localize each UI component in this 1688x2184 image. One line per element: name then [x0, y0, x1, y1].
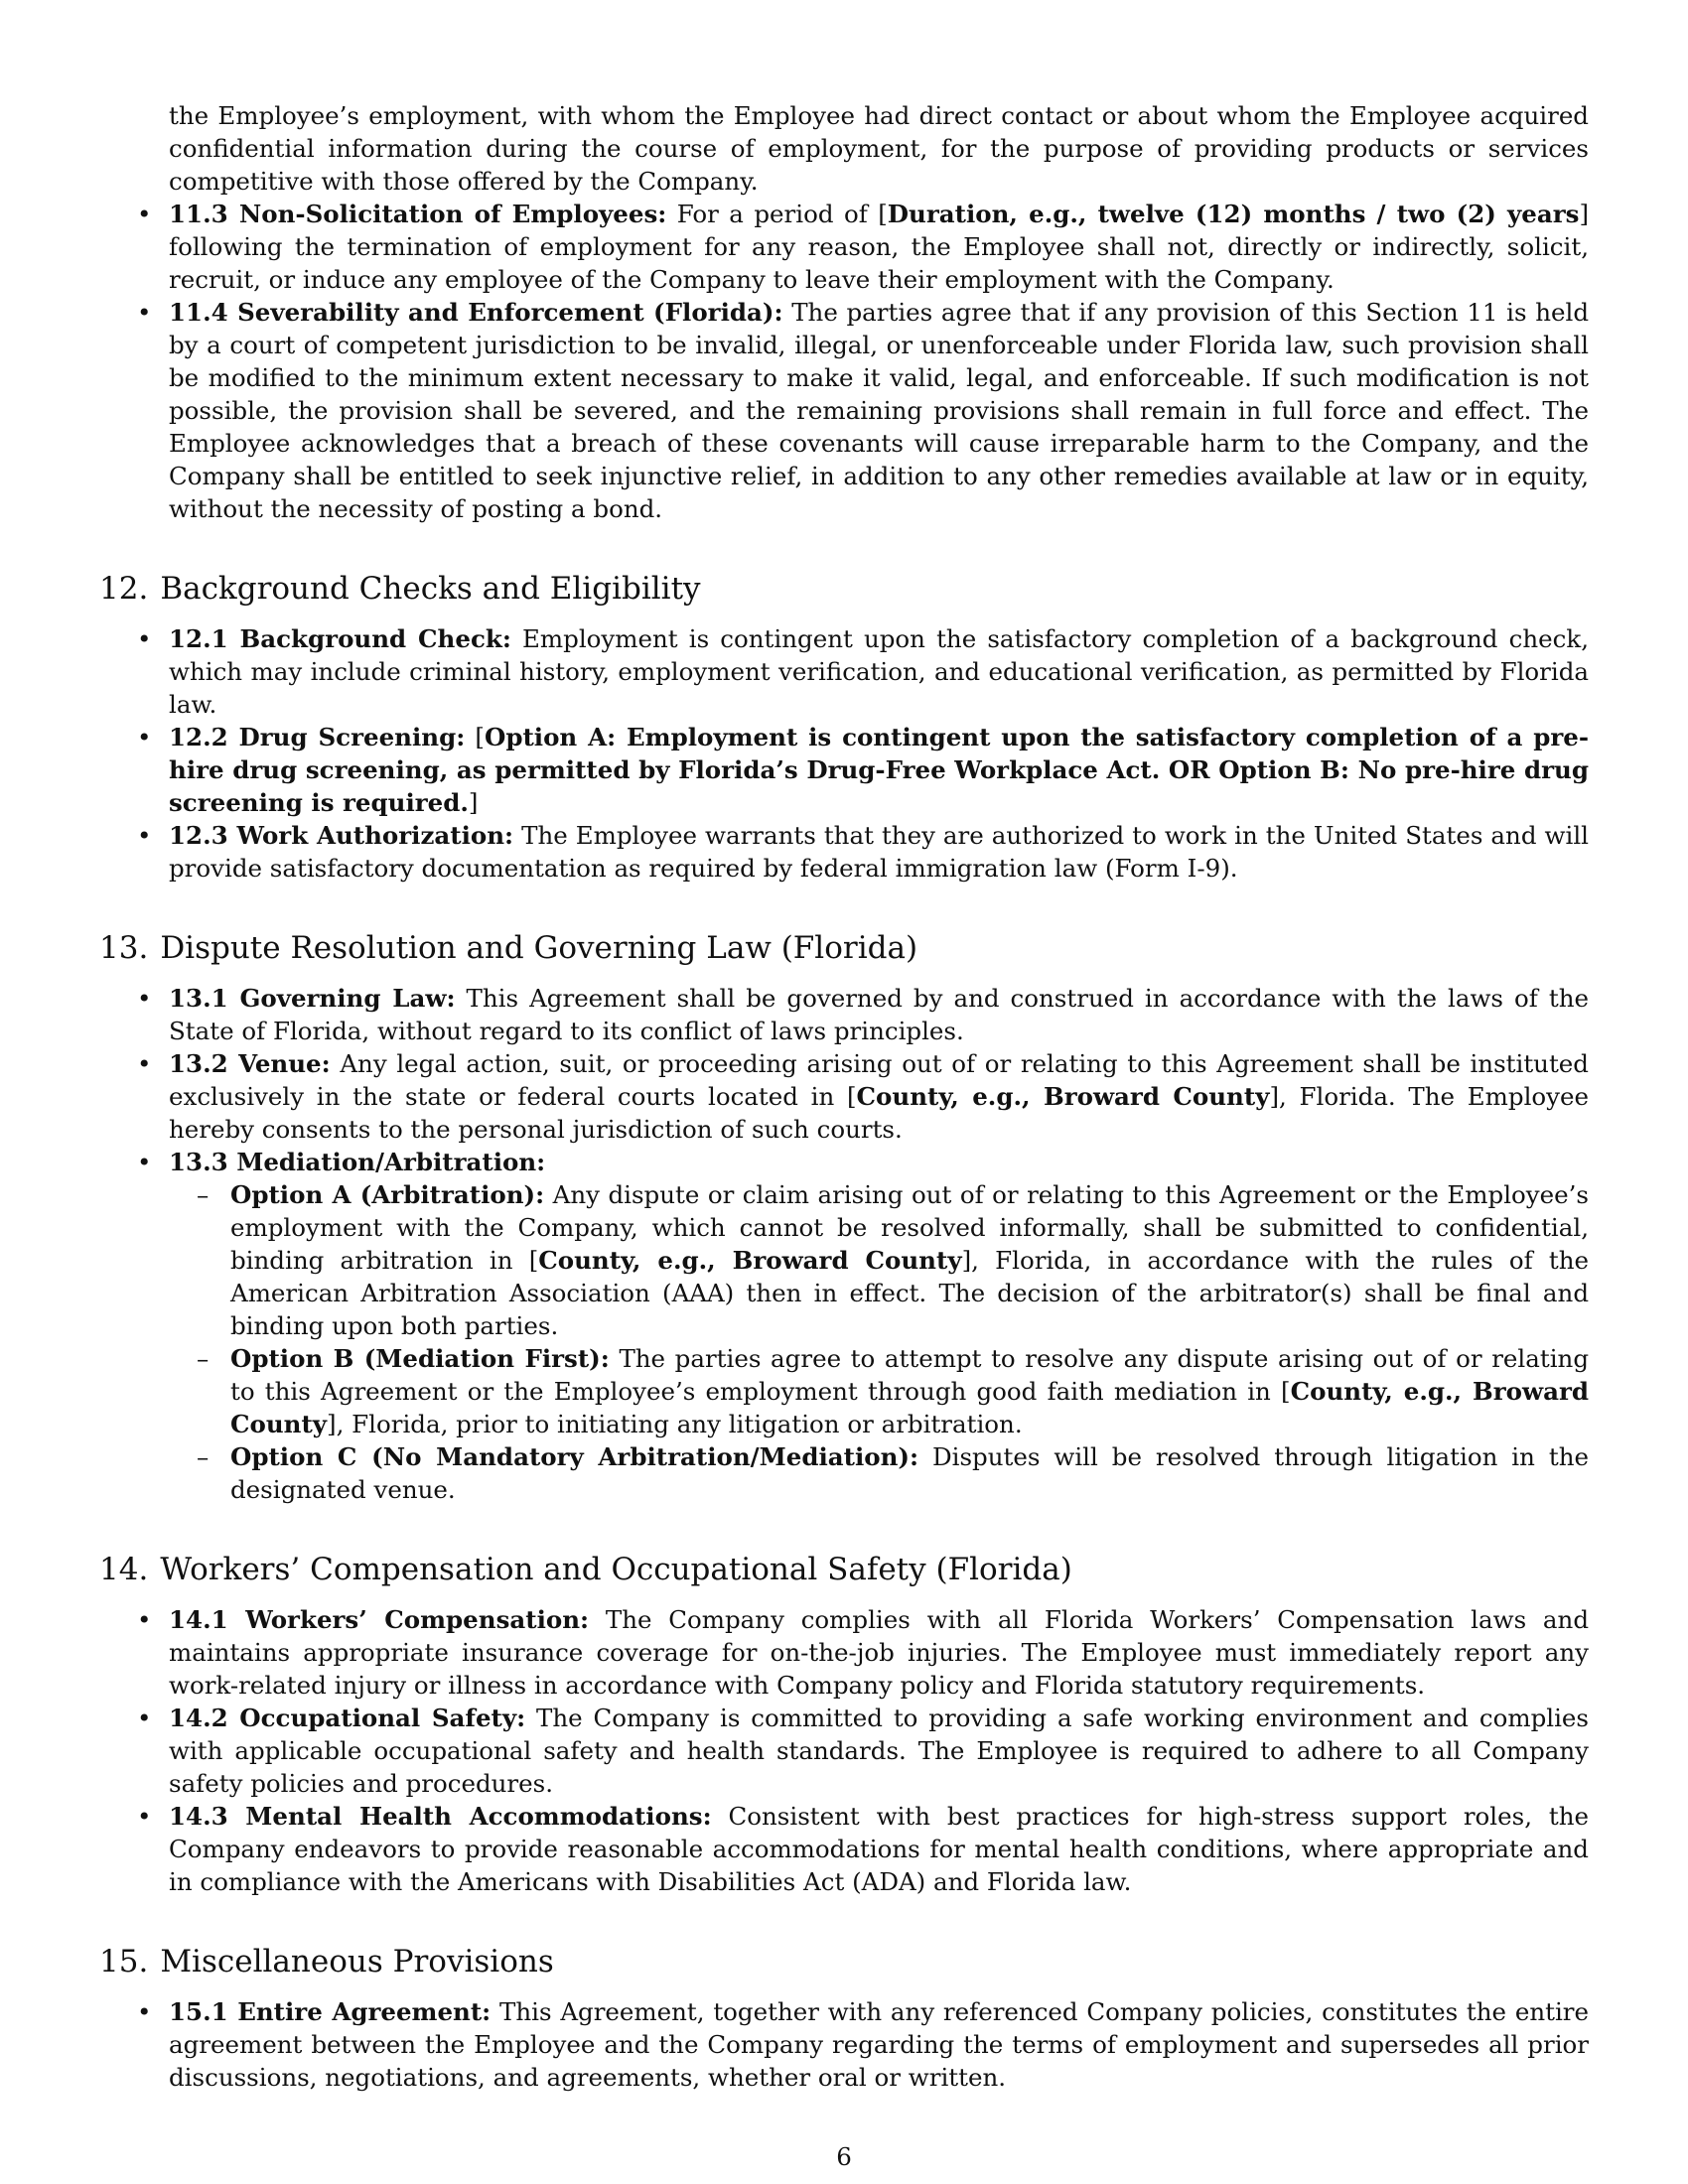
bullet-icon: • — [137, 821, 152, 850]
section-13-3-options — [169, 1178, 1589, 1506]
bullet-icon: • — [137, 1605, 152, 1634]
item-label: 12.1 Background Check: — [169, 624, 511, 653]
section-13-list — [99, 982, 1589, 1506]
bullet-icon: • — [137, 1148, 152, 1176]
placeholder-text: Duration, e.g., twelve (12) months / two (2) years — [887, 200, 1580, 228]
dash-icon: – — [197, 1180, 210, 1209]
placeholder-text: County, e.g., Broward County — [538, 1246, 962, 1275]
bullet-icon: • — [137, 200, 152, 228]
placeholder-text: County, e.g., Broward County — [856, 1082, 1270, 1111]
list-item-11-3: • 11.3 Non-Solicitation of Employees: For a period of [Duration, e.g., twelve (12) months / two (2) years] following the termination of employment for any reason, the Employee shall not, directly or indirectly, solicit, recruit, or induce any employee of the Company to leave their employment with the Company. — [137, 200, 1589, 294]
option-label: Option A (Arbitration): — [230, 1180, 545, 1209]
item-label: 12.3 Work Authorization: — [169, 821, 514, 850]
list-item-13-2: • 13.2 Venue: Any legal action, suit, or proceeding arising out of or relating to this Agreement shall be instituted exclusively in the state or federal courts located in [County, e.g., Broward County], Florida. The Employee hereby consents to the personal jurisdiction of such courts. — [137, 1049, 1590, 1144]
list-item-11-4: • 11.4 Severability and Enforcement (Florida): The parties agree that if any provision of this Section 11 is held by a court of competent jurisdiction to be invalid, illegal, or unenforceable under Florida law, such provision shall be modified to the minimum extent necessary to make it valid, legal, and enforceable. If such modification is not possible, the provision shall be severed, and the remaining provisions shall remain in full force and effect. The Employee acknowledges that a breach of these covenants will cause irreparable harm to the Company, and the Company shall be entitled to seek injunctive relief, in addition to any other remedies available at law or in equity, without the necessity of posting a bond. — [137, 298, 1589, 523]
dash-icon: – — [197, 1442, 210, 1471]
bullet-icon: • — [137, 298, 152, 327]
list-item-13-3 — [99, 1146, 1589, 1506]
option-label: Option C (No Mandatory Arbitration/Mediation): — [230, 1442, 919, 1471]
section-heading-15: 15. Miscellaneous Provisions — [99, 1944, 554, 1979]
item-label: 15.1 Entire Agreement: — [169, 1997, 492, 2026]
list-item-12-2: • 12.2 Drug Screening: [Option A: Employment is contingent upon the satisfactory completion of a pre-hire drug screening, as permitted by Florida’s Drug-Free Workplace Act. OR Option B: No pre-hire drug screening is required.] — [137, 723, 1589, 817]
section-15-list — [99, 1995, 1589, 2094]
bullet-icon: • — [137, 984, 152, 1013]
item-label: 14.2 Occupational Safety: — [169, 1704, 526, 1732]
list-item-15-1: • 15.1 Entire Agreement: This Agreement, together with any referenced Company policies, constitutes the entire agreement between the Employee and the Company regarding the terms of employment and supersedes all prior discussions, negotiations, and agreements, whether oral or written. — [137, 1997, 1589, 2092]
section-11-list — [99, 198, 1589, 525]
option-a-item: – Option A (Arbitration): Any dispute or claim arising out of or relating to this Agreement or the Employee’s employment with the Company, which cannot be resolved informally, shall be submitted to confidential, binding arbitration in [County, e.g., Broward County], Florida, in accordance with the rules of the American Arbitration Association (AAA) then in effect. The decision of the arbitrator(s) shall be final and binding upon both parties. — [197, 1180, 1589, 1340]
item-label: 12.2 Drug Screening: — [169, 723, 466, 751]
item-label: 11.4 Severability and Enforcement (Florida): — [169, 298, 783, 327]
item-label: 14.1 Workers’ Compensation: — [169, 1605, 590, 1634]
option-c-item: – Option C (No Mandatory Arbitration/Mediation): Disputes will be resolved through litigation in the designated venue. — [197, 1442, 1589, 1504]
placeholder-text: County, e.g., Broward County — [230, 1377, 1589, 1438]
section-heading-13: 13. Dispute Resolution and Governing Law (Florida) — [99, 930, 918, 966]
bullet-icon: • — [137, 1997, 152, 2026]
section-14-list — [99, 1603, 1589, 1898]
list-item-12-3: • 12.3 Work Authorization: The Employee warrants that they are authorized to work in the United States and will provide satisfactory documentation as required by federal immigration law (Form I-9). — [137, 821, 1590, 883]
option-label: Option B (Mediation First): — [230, 1344, 610, 1373]
item-label: 13.1 Governing Law: — [169, 984, 456, 1013]
item-label: 13.3 Mediation/Arbitration: — [169, 1148, 546, 1176]
bullet-icon: • — [137, 624, 152, 653]
list-item-14-1: • 14.1 Workers’ Compensation: The Company complies with all Florida Workers’ Compensation laws and maintains appropriate insurance coverage for on-the-job injuries. The Employee must immediately report any work-related injury or illness in accordance with Company policy and Florida statutory requirements. — [137, 1605, 1589, 1700]
bullet-icon: • — [137, 723, 152, 751]
list-item-14-2: • 14.2 Occupational Safety: The Company is committed to providing a safe working environment and complies with applicable occupational safety and health standards. The Employee is required to adhere to all Company safety policies and procedures. — [137, 1704, 1589, 1798]
list-item-13-1: • 13.1 Governing Law: This Agreement shall be governed by and construed in accordance with the laws of the State of Florida, without regard to its conflict of laws principles. — [137, 984, 1589, 1045]
section-heading-14: 14. Workers’ Compensation and Occupational Safety (Florida) — [99, 1552, 1072, 1587]
item-label: 11.3 Non-Solicitation of Employees: — [169, 200, 667, 228]
bullet-icon: • — [137, 1704, 152, 1732]
section-11-2-continuation: the Employee’s employment, with whom the Employee had direct contact or about whom the Employee acquired confidential information during the course of employment, for the purpose of providing products or services competitive with those offered by the Company. — [169, 101, 1589, 196]
option-b-item: – Option B (Mediation First): The parties agree to attempt to resolve any dispute arising out of or relating to this Agreement or the Employee’s employment through good faith mediation in [County, e.g., Broward County], Florida, prior to initiating any litigation or arbitration. — [197, 1344, 1589, 1438]
bullet-icon: • — [137, 1049, 152, 1078]
page-number: 6 — [836, 2142, 852, 2171]
section-12-list — [99, 622, 1589, 885]
bullet-icon: • — [137, 1802, 152, 1831]
section-heading-12: 12. Background Checks and Eligibility — [99, 571, 701, 607]
item-label: 14.3 Mental Health Accommodations: — [169, 1802, 712, 1831]
item-label: 13.2 Venue: — [169, 1049, 331, 1078]
list-item-14-3: • 14.3 Mental Health Accommodations: Consistent with best practices for high-stress support roles, the Company endeavors to provide reasonable accommodations for mental health conditions, where appropriate and in compliance with the Americans with Disabilities Act (ADA) and Florida law. — [137, 1802, 1590, 1896]
list-item-12-1: • 12.1 Background Check: Employment is contingent upon the satisfactory completion of a background check, which may include criminal history, employment verification, and educational verification, as permitted by Florida law. — [137, 624, 1589, 719]
dash-icon: – — [197, 1344, 210, 1373]
placeholder-text: Option A: Employment is contingent upon the satisfactory completion of a pre-hire drug screening, as permitted by Florida’s Drug-Free Workplace Act. OR Option B: No pre-hire drug screening is required. — [169, 723, 1589, 817]
